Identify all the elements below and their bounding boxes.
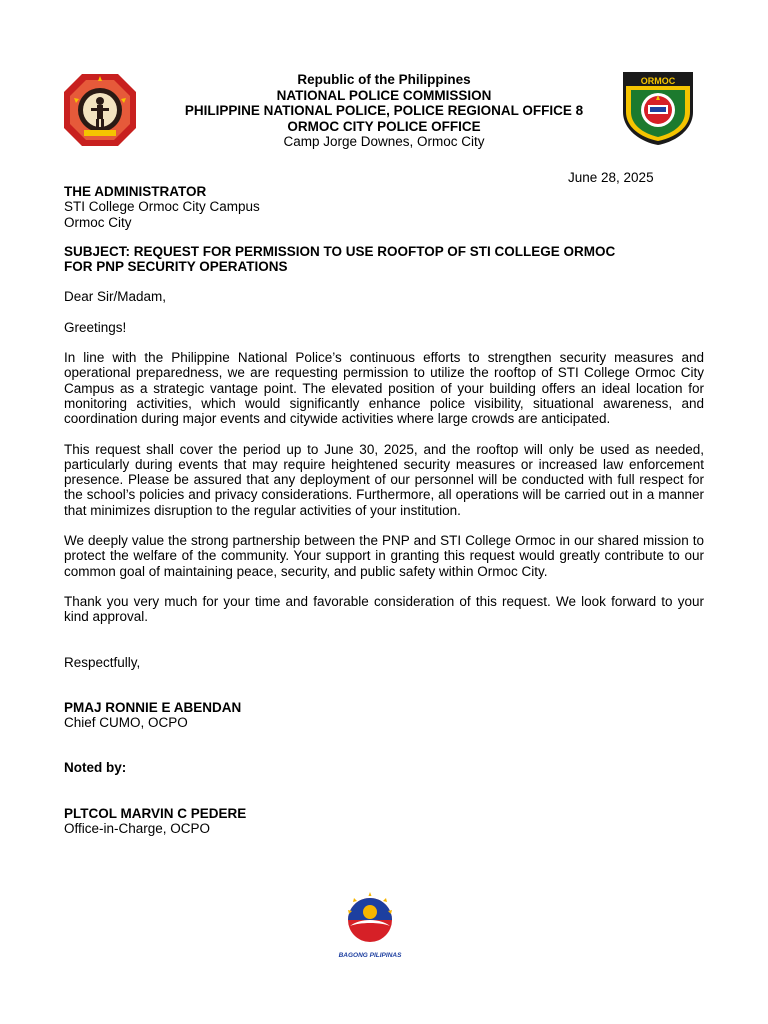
bagong-pilipinas-logo <box>330 890 410 962</box>
letterhead-address: Camp Jorge Downes, Ormoc City <box>283 134 485 149</box>
noted-by-label: Noted by: <box>64 760 127 776</box>
bagong-pilipinas-text: BAGONG PILIPINAS <box>338 952 402 959</box>
recipient-title: THE ADMINISTRATOR <box>64 184 207 199</box>
closing: Respectfully, <box>64 654 141 670</box>
ormoc-seal-text: ORMOC <box>640 76 676 86</box>
recipient-line-2: Ormoc City <box>64 214 132 230</box>
paragraph-4: Thank you very much for your time and favorable consideration of this request. We look forward to your kind approval. <box>64 593 704 625</box>
letter-date: June 28, 2025 <box>568 170 654 185</box>
letter-body <box>64 184 704 836</box>
letterhead-napolcom: NATIONAL POLICE COMMISSION <box>276 87 492 103</box>
salutation: Dear Sir/Madam, <box>64 289 167 305</box>
letterhead-pnp-region: PHILIPPINE NATIONAL POLICE, POLICE REGIONAL OFFICE 8 <box>184 103 584 118</box>
greeting: Greetings! <box>64 319 127 335</box>
letterhead-republic: Republic of the Philippines <box>297 72 471 87</box>
signatory-1-name: PMAJ RONNIE E ABENDAN <box>64 699 242 715</box>
signatory-1-position: Chief CUMO, OCPO <box>64 715 188 731</box>
paragraph-2: This request shall cover the period up to June 30, 2025, and the rooftop will only be used as needed, particularly during events that may require heightened security measures or increased law enforcement presence. Please be assured that any deployment of our personnel will be conducted with full respect for the school’s policies and privacy considerations. Furthermore, all operations will be carried out in a manner that minimizes disruption to the regular activities of your institution. <box>64 441 704 518</box>
recipient-block <box>64 184 704 230</box>
letterhead-office: ORMOC CITY POLICE OFFICE <box>287 118 481 134</box>
subject-line-1: SUBJECT: REQUEST FOR PERMISSION TO USE ROOFTOP OF STI COLLEGE ORMOC <box>64 243 616 259</box>
signatory-2-name: PLTCOL MARVIN C PEDERE <box>64 805 247 821</box>
letterhead <box>0 72 768 150</box>
paragraph-1: In line with the Philippine National Police’s continuous efforts to strengthen security measures and operational preparedness, we are requesting permission to utilize the rooftop of STI College Ormoc City Campus as a strategic vantage point. The elevated position of your building offers an ideal location for monitoring activities, which would significantly enhance police visibility, situational awareness, and coordination during major events and citywide activities where large crowds are anticipated. <box>64 350 704 427</box>
recipient-line-1: STI College Ormoc City Campus <box>64 199 260 215</box>
subject-line <box>64 244 704 275</box>
subject-line-2: FOR PNP SECURITY OPERATIONS <box>64 259 288 275</box>
signatory-2-position: Office-in-Charge, OCPO <box>64 821 211 837</box>
paragraph-3: We deeply value the strong partnership between the PNP and STI College Ormoc in our shared mission to protect the welfare of the community. Your support in granting this request would greatly contribute to our common goal of maintaining peace, security, and public safety within Ormoc City. <box>64 533 704 579</box>
